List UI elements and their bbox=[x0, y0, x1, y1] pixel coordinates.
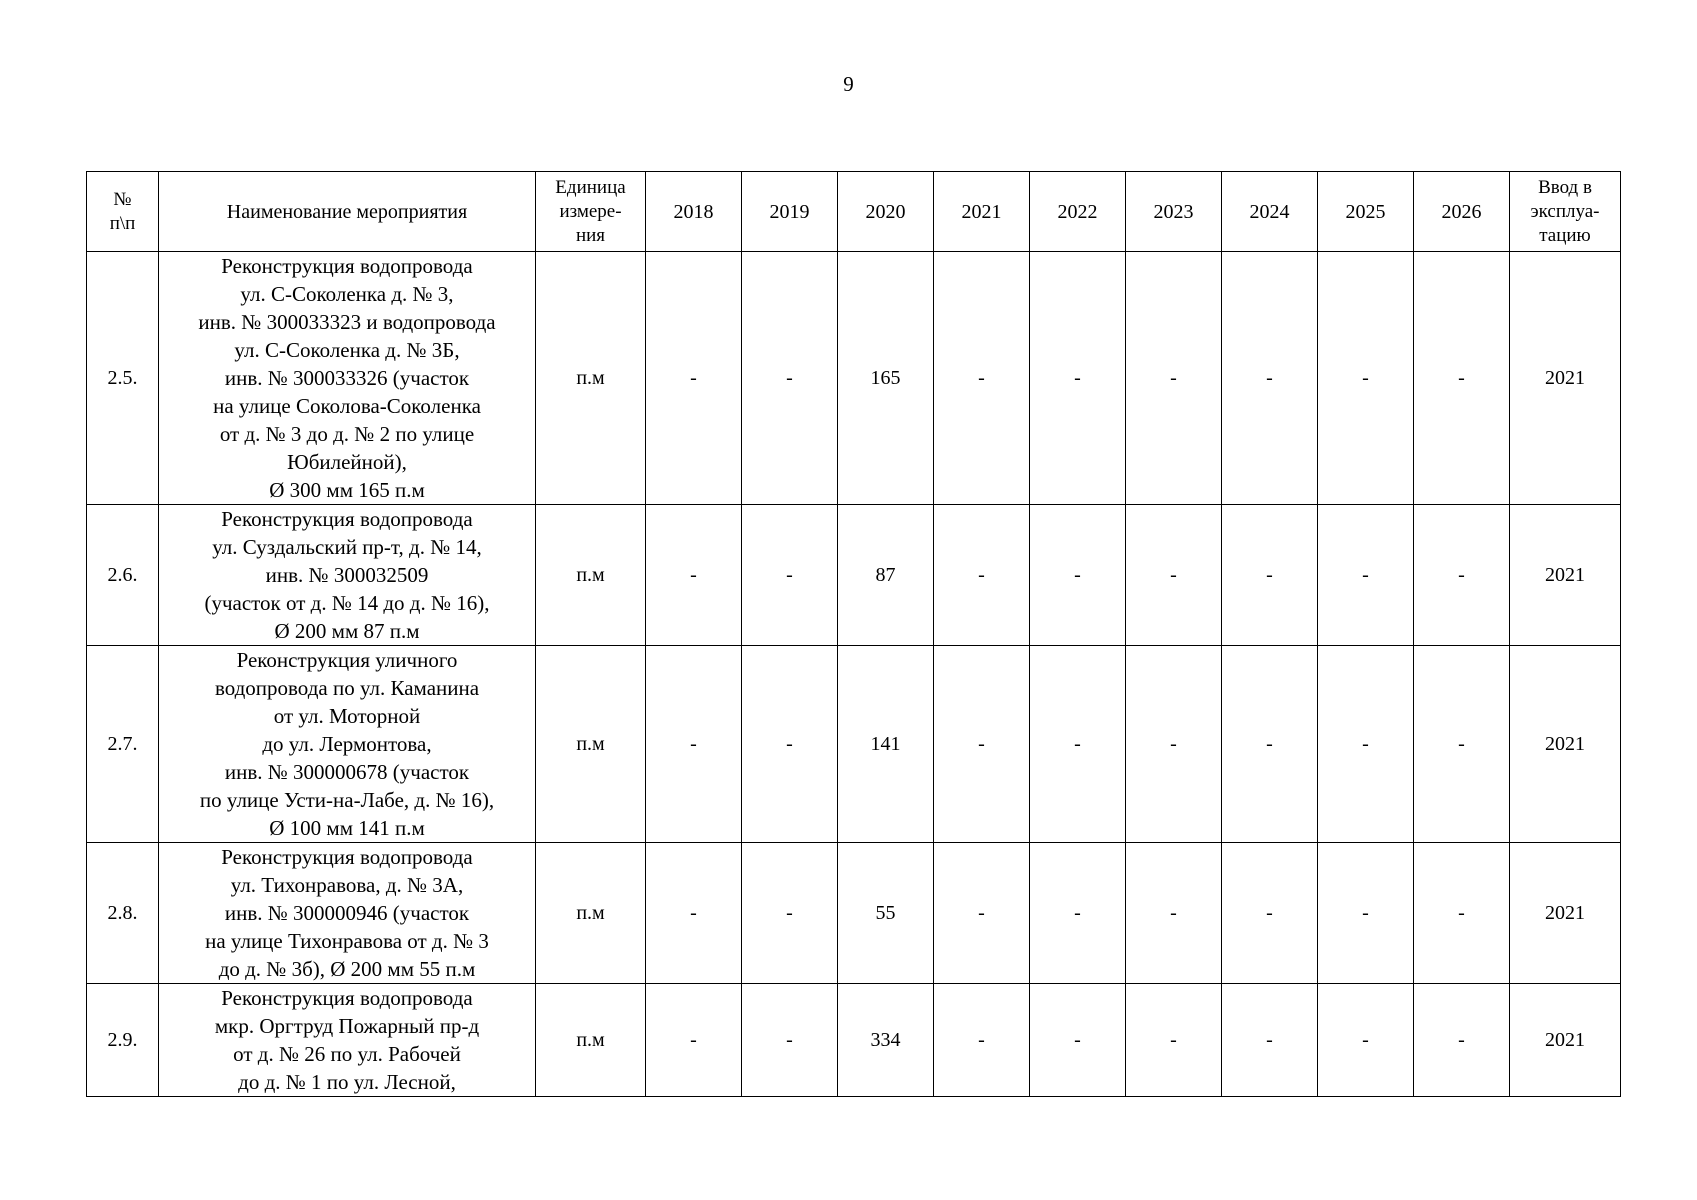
row-year-value: 141 bbox=[838, 646, 934, 843]
row-year-value: - bbox=[1030, 505, 1126, 646]
row-year-value: - bbox=[1414, 843, 1510, 984]
table-row bbox=[87, 984, 1621, 1097]
row-num: 2.7. bbox=[87, 646, 159, 843]
row-year-value: 334 bbox=[838, 984, 934, 1097]
row-num: 2.9. bbox=[87, 984, 159, 1097]
header-year: 2018 bbox=[646, 172, 742, 252]
row-name: Реконструкция водопровода ул. С-Соколенка д. № 3, инв. № 300033323 и водопровода ул. С-Соколенка д. № 3Б, инв. № 300033326 (участок на улице Соколова-Соколенка от д. № 3 до д. № 2 по улице Юбилейной), Ø 300 мм 165 п.м bbox=[159, 252, 536, 505]
row-commission: 2021 bbox=[1510, 252, 1621, 505]
row-year-value: - bbox=[1222, 252, 1318, 505]
row-commission: 2021 bbox=[1510, 505, 1621, 646]
table-row bbox=[87, 252, 1621, 505]
row-year-value: - bbox=[1030, 646, 1126, 843]
row-year-value: - bbox=[934, 252, 1030, 505]
row-year-value: - bbox=[934, 646, 1030, 843]
row-year-value: - bbox=[1318, 646, 1414, 843]
row-year-value: - bbox=[1414, 984, 1510, 1097]
header-year: 2020 bbox=[838, 172, 934, 252]
row-year-value: - bbox=[1222, 984, 1318, 1097]
header-year: 2019 bbox=[742, 172, 838, 252]
row-year-value: - bbox=[1126, 505, 1222, 646]
row-num: 2.5. bbox=[87, 252, 159, 505]
header-num: № п\п bbox=[87, 172, 159, 252]
header-name: Наименование мероприятия bbox=[159, 172, 536, 252]
row-year-value: - bbox=[742, 505, 838, 646]
table-row bbox=[87, 505, 1621, 646]
row-year-value: - bbox=[1414, 252, 1510, 505]
row-year-value: - bbox=[742, 252, 838, 505]
row-year-value: - bbox=[1030, 843, 1126, 984]
row-unit: п.м bbox=[536, 646, 646, 843]
row-commission: 2021 bbox=[1510, 843, 1621, 984]
row-year-value: - bbox=[646, 843, 742, 984]
table-header-row bbox=[87, 172, 1621, 252]
row-unit: п.м bbox=[536, 252, 646, 505]
header-year: 2021 bbox=[934, 172, 1030, 252]
row-name: Реконструкция уличного водопровода по ул. Каманина от ул. Моторной до ул. Лермонтова, инв. № 300000678 (участок по улице Усти-на-Лабе, д. № 16), Ø 100 мм 141 п.м bbox=[159, 646, 536, 843]
row-year-value: - bbox=[934, 843, 1030, 984]
row-name: Реконструкция водопровода ул. Суздальский пр-т, д. № 14, инв. № 300032509 (участок от д. № 14 до д. № 16), Ø 200 мм 87 п.м bbox=[159, 505, 536, 646]
row-year-value: - bbox=[742, 646, 838, 843]
row-year-value: - bbox=[1030, 252, 1126, 505]
header-year: 2026 bbox=[1414, 172, 1510, 252]
row-year-value: 87 bbox=[838, 505, 934, 646]
header-year: 2025 bbox=[1318, 172, 1414, 252]
row-year-value: - bbox=[646, 984, 742, 1097]
row-year-value: - bbox=[1318, 505, 1414, 646]
header-year: 2023 bbox=[1126, 172, 1222, 252]
row-commission: 2021 bbox=[1510, 646, 1621, 843]
row-year-value: - bbox=[1222, 646, 1318, 843]
activities-table bbox=[86, 171, 1621, 1097]
row-year-value: - bbox=[1126, 984, 1222, 1097]
table-row bbox=[87, 843, 1621, 984]
row-year-value: - bbox=[1318, 984, 1414, 1097]
row-year-value: - bbox=[646, 505, 742, 646]
row-unit: п.м bbox=[536, 505, 646, 646]
row-year-value: - bbox=[1318, 252, 1414, 505]
page-number: 9 bbox=[843, 72, 854, 96]
row-year-value: - bbox=[1222, 843, 1318, 984]
row-year-value: - bbox=[1414, 646, 1510, 843]
row-year-value: - bbox=[1126, 646, 1222, 843]
row-year-value: - bbox=[1222, 505, 1318, 646]
header-year: 2022 bbox=[1030, 172, 1126, 252]
row-year-value: - bbox=[742, 843, 838, 984]
row-year-value: - bbox=[742, 984, 838, 1097]
row-year-value: - bbox=[934, 505, 1030, 646]
row-year-value: - bbox=[1126, 252, 1222, 505]
header-commission: Ввод в эксплуа- тацию bbox=[1510, 172, 1621, 252]
header-unit: Единица измере- ния bbox=[536, 172, 646, 252]
table-row bbox=[87, 646, 1621, 843]
row-year-value: - bbox=[1318, 843, 1414, 984]
row-year-value: - bbox=[646, 646, 742, 843]
row-name: Реконструкция водопровода ул. Тихонравова, д. № 3А, инв. № 300000946 (участок на улице Тихонравова от д. № 3 до д. № 3б), Ø 200 мм 55 п.м bbox=[159, 843, 536, 984]
row-year-value: 55 bbox=[838, 843, 934, 984]
row-unit: п.м bbox=[536, 843, 646, 984]
row-year-value: - bbox=[1414, 505, 1510, 646]
row-num: 2.8. bbox=[87, 843, 159, 984]
row-year-value: - bbox=[934, 984, 1030, 1097]
row-year-value: 165 bbox=[838, 252, 934, 505]
row-commission: 2021 bbox=[1510, 984, 1621, 1097]
row-num: 2.6. bbox=[87, 505, 159, 646]
row-year-value: - bbox=[1030, 984, 1126, 1097]
row-year-value: - bbox=[646, 252, 742, 505]
header-year: 2024 bbox=[1222, 172, 1318, 252]
row-year-value: - bbox=[1126, 843, 1222, 984]
row-name: Реконструкция водопровода мкр. Оргтруд Пожарный пр-д от д. № 26 по ул. Рабочей до д. № 1 по ул. Лесной, bbox=[159, 984, 536, 1097]
row-unit: п.м bbox=[536, 984, 646, 1097]
